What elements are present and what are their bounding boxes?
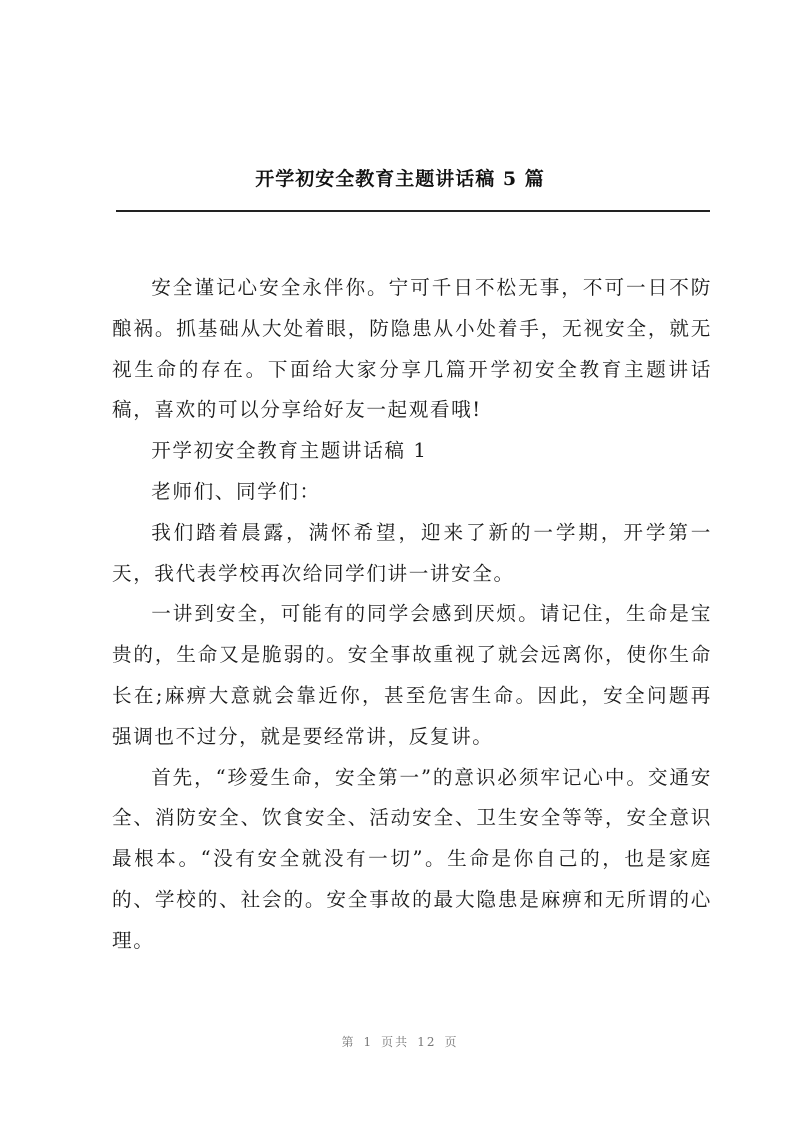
paragraph-first-point: 首先，“珍爱生命，安全第一”的意识必须牢记心中。交通安全、消防安全、饮食安全、活动安全、卫生安全等等，安全意识最根本。“没有安全就没有一切”。生命是你自己的，也是家庭的、学校的、社会的。安全事故的最大隐患是麻痹和无所谓的心理。: [112, 765, 712, 952]
page-footer: [0, 1033, 800, 1050]
document-body: [112, 268, 712, 962]
paragraph-safety-importance: 一讲到安全，可能有的同学会感到厌烦。请记住，生命是宝贵的，生命又是脆弱的。安全事故重视了就会远离你，使你生命长在;麻痹大意就会靠近你，甚至危害生命。因此，安全问题再强调也不过分，就是要经常讲，反复讲。: [112, 602, 712, 748]
paragraph-intro: 安全谨记心安全永伴你。宁可千日不松无事，不可一日不防酿祸。抓基础从大处着眼，防隐患从小处着手，无视安全，就无视生命的存在。下面给大家分享几篇开学初安全教育主题讲话稿，喜欢的可以分享给好友一起观看哦!: [112, 276, 712, 422]
footer-prefix: 第: [341, 1035, 356, 1049]
footer-suffix: 页: [444, 1035, 459, 1049]
footer-current-page: 1: [363, 1035, 374, 1049]
title-underline: [116, 210, 710, 212]
footer-total-pages: 12: [417, 1035, 437, 1049]
paragraph-opening: 我们踏着晨露，满怀希望，迎来了新的一学期，开学第一天，我代表学校再次给同学们讲一讲安全。: [112, 520, 712, 585]
paragraph-greeting: 老师们、同学们：: [151, 479, 321, 503]
document-title: 开学初安全教育主题讲话稿 5 篇: [255, 168, 545, 190]
paragraph-speech-heading: 开学初安全教育主题讲话稿 1: [151, 439, 428, 463]
footer-middle: 页共: [381, 1035, 410, 1049]
